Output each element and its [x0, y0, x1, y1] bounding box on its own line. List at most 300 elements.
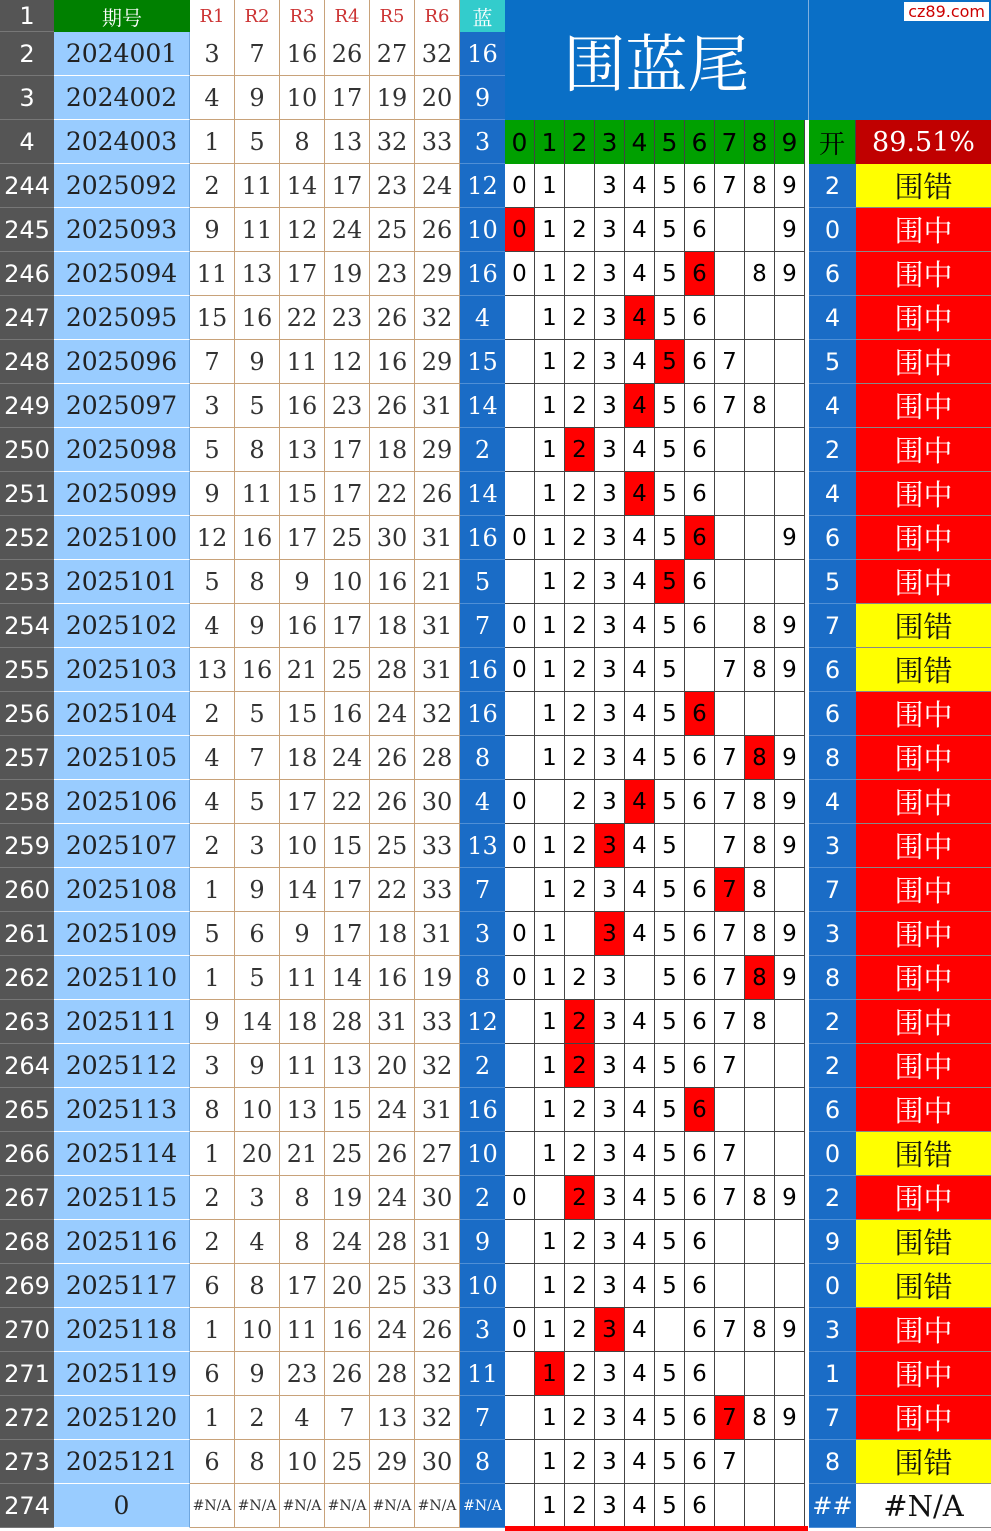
result-cell[interactable]: 围中	[856, 296, 991, 340]
digit-cell[interactable]	[745, 1220, 775, 1264]
digit-cell[interactable]: 0	[505, 648, 535, 692]
header-red-2[interactable]: R2	[235, 0, 280, 32]
red-ball-cell[interactable]: 16	[370, 560, 415, 604]
digit-cell[interactable]: 5	[655, 1220, 685, 1264]
digit-cell[interactable]: 6	[685, 428, 715, 472]
hit-rate[interactable]: 89.51%	[856, 120, 991, 164]
red-ball-cell[interactable]: 27	[415, 1132, 460, 1176]
red-ball-cell[interactable]: 32	[370, 120, 415, 164]
digit-cell[interactable]: 0	[505, 604, 535, 648]
result-cell[interactable]: 围中	[856, 1176, 991, 1220]
period-cell[interactable]: 2025099	[54, 472, 190, 516]
red-ball-cell[interactable]: 16	[325, 1308, 370, 1352]
digit-cell[interactable]: 4	[625, 340, 655, 384]
red-ball-cell[interactable]: 28	[415, 736, 460, 780]
blue-ball-cell[interactable]: 12	[460, 164, 505, 208]
digit-cell[interactable]: 2	[565, 1176, 595, 1220]
red-ball-cell[interactable]: 17	[280, 252, 325, 296]
digit-cell[interactable]: 5	[655, 1396, 685, 1440]
digit-cell[interactable]: 1	[535, 1396, 565, 1440]
digit-cell[interactable]: 7	[715, 912, 745, 956]
digit-cell[interactable]: 2	[565, 604, 595, 648]
digit-cell[interactable]: 8	[745, 1396, 775, 1440]
digit-cell[interactable]: 3	[595, 1396, 625, 1440]
digit-cell[interactable]	[775, 1264, 805, 1308]
digit-cell[interactable]: 3	[595, 780, 625, 824]
red-ball-cell[interactable]: 14	[235, 1000, 280, 1044]
period-cell[interactable]: 2025092	[54, 164, 190, 208]
digit-cell[interactable]: 9	[775, 780, 805, 824]
digit-cell[interactable]: 2	[565, 384, 595, 428]
digit-cell[interactable]: 3	[595, 1132, 625, 1176]
digit-cell[interactable]: 0	[505, 164, 535, 208]
red-ball-cell[interactable]: 28	[325, 1000, 370, 1044]
digit-cell[interactable]: 9	[775, 164, 805, 208]
digit-cell[interactable]	[505, 1264, 535, 1308]
red-ball-cell[interactable]: 9	[280, 560, 325, 604]
red-ball-cell[interactable]: 15	[190, 296, 235, 340]
red-ball-cell[interactable]: 14	[325, 956, 370, 1000]
digit-cell[interactable]: 5	[655, 868, 685, 912]
red-ball-cell[interactable]: #N/A	[190, 1484, 235, 1528]
digit-cell[interactable]	[505, 736, 535, 780]
result-cell[interactable]: 围中	[856, 384, 991, 428]
digit-cell[interactable]: 4	[625, 692, 655, 736]
header-red-5[interactable]: R5	[370, 0, 415, 32]
red-ball-cell[interactable]: 31	[415, 648, 460, 692]
digit-cell[interactable]	[775, 868, 805, 912]
red-ball-cell[interactable]: 9	[190, 472, 235, 516]
digit-cell[interactable]: 6	[685, 1000, 715, 1044]
header-red-3[interactable]: R3	[280, 0, 325, 32]
digit-cell[interactable]: 2	[565, 956, 595, 1000]
red-ball-cell[interactable]: 25	[325, 1132, 370, 1176]
red-ball-cell[interactable]: 9	[235, 1044, 280, 1088]
digit-cell[interactable]: 1	[535, 560, 565, 604]
digit-cell[interactable]: 4	[625, 736, 655, 780]
digit-cell[interactable]: 8	[745, 604, 775, 648]
red-ball-cell[interactable]: 5	[235, 120, 280, 164]
red-ball-cell[interactable]: 6	[190, 1352, 235, 1396]
digit-cell[interactable]: 5	[655, 780, 685, 824]
digit-cell[interactable]	[505, 692, 535, 736]
red-ball-cell[interactable]: 28	[370, 648, 415, 692]
digit-cell[interactable]: 4	[625, 208, 655, 252]
open-tail-cell[interactable]: 7	[809, 604, 856, 648]
digit-cell[interactable]: 6	[685, 1352, 715, 1396]
red-ball-cell[interactable]: 25	[325, 516, 370, 560]
digit-cell[interactable]: 4	[625, 648, 655, 692]
red-ball-cell[interactable]: 31	[415, 604, 460, 648]
red-ball-cell[interactable]: 20	[370, 1044, 415, 1088]
digit-cell[interactable]: 8	[745, 868, 775, 912]
red-ball-cell[interactable]: 14	[280, 164, 325, 208]
period-cell[interactable]: 2025102	[54, 604, 190, 648]
red-ball-cell[interactable]: 12	[190, 516, 235, 560]
period-cell[interactable]: 2025101	[54, 560, 190, 604]
digit-cell[interactable]: 1	[535, 296, 565, 340]
result-cell[interactable]: 围中	[856, 1352, 991, 1396]
red-ball-cell[interactable]: 33	[415, 120, 460, 164]
red-ball-cell[interactable]: 11	[235, 472, 280, 516]
digit-cell[interactable]: 0	[505, 824, 535, 868]
open-tail-cell[interactable]: 1	[809, 1352, 856, 1396]
digit-cell[interactable]: 6	[685, 384, 715, 428]
digit-cell[interactable]: 9	[775, 1176, 805, 1220]
digit-cell[interactable]: 1	[535, 824, 565, 868]
red-ball-cell[interactable]: 21	[415, 560, 460, 604]
open-tail-cell[interactable]: 2	[809, 1044, 856, 1088]
red-ball-cell[interactable]: 3	[190, 384, 235, 428]
red-ball-cell[interactable]: 13	[325, 120, 370, 164]
digit-cell[interactable]: 5	[655, 956, 685, 1000]
blue-ball-cell[interactable]: 2	[460, 428, 505, 472]
digit-cell[interactable]: 6	[685, 560, 715, 604]
digit-cell[interactable]: 7	[715, 956, 745, 1000]
digit-header-8[interactable]: 8	[745, 120, 775, 164]
red-ball-cell[interactable]: 31	[415, 516, 460, 560]
digit-cell[interactable]: 1	[535, 208, 565, 252]
red-ball-cell[interactable]: 4	[190, 604, 235, 648]
red-ball-cell[interactable]: 33	[415, 868, 460, 912]
digit-cell[interactable]	[505, 1352, 535, 1396]
red-ball-cell[interactable]: 10	[280, 824, 325, 868]
digit-cell[interactable]: 7	[715, 340, 745, 384]
digit-cell[interactable]	[715, 252, 745, 296]
blue-ball-cell[interactable]: 15	[460, 340, 505, 384]
period-cell[interactable]: 2025100	[54, 516, 190, 560]
digit-cell[interactable]: 8	[745, 1308, 775, 1352]
digit-cell[interactable]: 1	[535, 1308, 565, 1352]
red-ball-cell[interactable]: 33	[415, 1000, 460, 1044]
red-ball-cell[interactable]: 15	[280, 472, 325, 516]
digit-cell[interactable]	[775, 472, 805, 516]
digit-header-7[interactable]: 7	[715, 120, 745, 164]
red-ball-cell[interactable]: 15	[325, 1088, 370, 1132]
open-tail-cell[interactable]: 2	[809, 164, 856, 208]
red-ball-cell[interactable]: 5	[190, 912, 235, 956]
digit-cell[interactable]: 1	[535, 1088, 565, 1132]
red-ball-cell[interactable]: 9	[235, 604, 280, 648]
result-cell[interactable]: 围中	[856, 780, 991, 824]
digit-cell[interactable]: 9	[775, 736, 805, 780]
open-tail-cell[interactable]: ##	[809, 1484, 856, 1528]
digit-cell[interactable]	[745, 1088, 775, 1132]
open-tail-cell[interactable]: 7	[809, 1396, 856, 1440]
red-ball-cell[interactable]: 33	[415, 824, 460, 868]
digit-cell[interactable]	[625, 956, 655, 1000]
period-cell[interactable]: 2025098	[54, 428, 190, 472]
digit-cell[interactable]: 6	[685, 1440, 715, 1484]
digit-cell[interactable]: 8	[745, 252, 775, 296]
digit-cell[interactable]: 5	[655, 472, 685, 516]
red-ball-cell[interactable]: 16	[235, 516, 280, 560]
red-ball-cell[interactable]: 9	[235, 1352, 280, 1396]
digit-cell[interactable]: 5	[655, 516, 685, 560]
digit-cell[interactable]	[715, 472, 745, 516]
digit-cell[interactable]	[505, 296, 535, 340]
period-cell[interactable]: 2025105	[54, 736, 190, 780]
digit-cell[interactable]: 3	[595, 824, 625, 868]
digit-cell[interactable]: 1	[535, 1484, 565, 1528]
red-ball-cell[interactable]: 16	[370, 340, 415, 384]
digit-cell[interactable]: 3	[595, 384, 625, 428]
open-tail-cell[interactable]: 3	[809, 912, 856, 956]
digit-cell[interactable]: 4	[625, 1396, 655, 1440]
blue-ball-cell[interactable]: 10	[460, 1132, 505, 1176]
period-cell[interactable]: 2025104	[54, 692, 190, 736]
red-ball-cell[interactable]: 18	[370, 428, 415, 472]
red-ball-cell[interactable]: 8	[280, 1220, 325, 1264]
digit-cell[interactable]: 5	[655, 1176, 685, 1220]
open-tail-cell[interactable]: 8	[809, 956, 856, 1000]
period-cell[interactable]: 2025117	[54, 1264, 190, 1308]
digit-cell[interactable]: 3	[595, 1352, 625, 1396]
digit-cell[interactable]	[505, 1132, 535, 1176]
red-ball-cell[interactable]: 9	[190, 1000, 235, 1044]
digit-cell[interactable]: 2	[565, 868, 595, 912]
blue-ball-cell[interactable]: 8	[460, 956, 505, 1000]
open-tail-cell[interactable]: 4	[809, 296, 856, 340]
digit-cell[interactable]: 4	[625, 912, 655, 956]
red-ball-cell[interactable]: 11	[235, 164, 280, 208]
digit-cell[interactable]	[745, 472, 775, 516]
digit-cell[interactable]	[775, 1000, 805, 1044]
red-ball-cell[interactable]: 17	[325, 76, 370, 120]
red-ball-cell[interactable]: 4	[190, 780, 235, 824]
open-tail-cell[interactable]: 2	[809, 428, 856, 472]
digit-cell[interactable]: 8	[745, 780, 775, 824]
blue-ball-cell[interactable]: 8	[460, 736, 505, 780]
digit-header-6[interactable]: 6	[685, 120, 715, 164]
red-ball-cell[interactable]: 25	[325, 648, 370, 692]
red-ball-cell[interactable]: 8	[235, 1440, 280, 1484]
digit-header-0[interactable]: 0	[505, 120, 535, 164]
open-tail-cell[interactable]: 4	[809, 384, 856, 428]
red-ball-cell[interactable]: 3	[235, 1176, 280, 1220]
digit-cell[interactable]: 7	[715, 1308, 745, 1352]
red-ball-cell[interactable]: 1	[190, 956, 235, 1000]
red-ball-cell[interactable]: 3	[190, 32, 235, 76]
red-ball-cell[interactable]: 31	[370, 1000, 415, 1044]
red-ball-cell[interactable]: 16	[280, 384, 325, 428]
digit-cell[interactable]: 3	[595, 868, 625, 912]
red-ball-cell[interactable]: 6	[190, 1440, 235, 1484]
red-ball-cell[interactable]: 10	[235, 1308, 280, 1352]
digit-cell[interactable]: 5	[655, 164, 685, 208]
digit-cell[interactable]: 6	[685, 472, 715, 516]
digit-cell[interactable]	[745, 1484, 775, 1528]
red-ball-cell[interactable]: 31	[415, 384, 460, 428]
digit-cell[interactable]	[715, 1352, 745, 1396]
digit-cell[interactable]: 1	[535, 692, 565, 736]
period-cell[interactable]: 2025111	[54, 1000, 190, 1044]
digit-cell[interactable]: 4	[625, 824, 655, 868]
red-ball-cell[interactable]: 20	[235, 1132, 280, 1176]
digit-cell[interactable]	[775, 1088, 805, 1132]
digit-cell[interactable]: 1	[535, 868, 565, 912]
digit-cell[interactable]: 4	[625, 1484, 655, 1528]
blue-ball-cell[interactable]: 10	[460, 1264, 505, 1308]
digit-cell[interactable]	[505, 1484, 535, 1528]
digit-cell[interactable]: 4	[625, 1220, 655, 1264]
digit-cell[interactable]: 2	[565, 1044, 595, 1088]
digit-cell[interactable]: 8	[745, 1000, 775, 1044]
blue-ball-cell[interactable]: 14	[460, 472, 505, 516]
digit-cell[interactable]	[715, 516, 745, 560]
digit-cell[interactable]	[775, 692, 805, 736]
digit-cell[interactable]: 6	[685, 340, 715, 384]
digit-cell[interactable]: 3	[595, 1000, 625, 1044]
digit-cell[interactable]: 3	[595, 692, 625, 736]
open-tail-cell[interactable]: 4	[809, 780, 856, 824]
digit-cell[interactable]: 5	[655, 1440, 685, 1484]
digit-cell[interactable]: 1	[535, 736, 565, 780]
digit-cell[interactable]: 4	[625, 1176, 655, 1220]
blue-ball-cell[interactable]: 16	[460, 32, 505, 76]
blue-ball-cell[interactable]: 9	[460, 76, 505, 120]
red-ball-cell[interactable]: 26	[370, 736, 415, 780]
red-ball-cell[interactable]: 13	[280, 1088, 325, 1132]
digit-cell[interactable]	[565, 164, 595, 208]
digit-cell[interactable]: 3	[595, 208, 625, 252]
digit-cell[interactable]: 8	[745, 956, 775, 1000]
digit-cell[interactable]: 2	[565, 472, 595, 516]
digit-cell[interactable]: 1	[535, 1264, 565, 1308]
red-ball-cell[interactable]: 24	[370, 1088, 415, 1132]
digit-cell[interactable]	[745, 1440, 775, 1484]
result-cell[interactable]: 围中	[856, 1088, 991, 1132]
digit-cell[interactable]: 9	[775, 824, 805, 868]
digit-cell[interactable]: 9	[775, 1308, 805, 1352]
open-tail-cell[interactable]: 2	[809, 1000, 856, 1044]
digit-cell[interactable]: 4	[625, 1044, 655, 1088]
red-ball-cell[interactable]: 24	[370, 1176, 415, 1220]
digit-cell[interactable]: 2	[565, 1484, 595, 1528]
digit-cell[interactable]: 4	[625, 1000, 655, 1044]
digit-cell[interactable]: 1	[535, 384, 565, 428]
red-ball-cell[interactable]: 13	[235, 252, 280, 296]
digit-cell[interactable]	[535, 780, 565, 824]
digit-cell[interactable]: 2	[565, 1088, 595, 1132]
red-ball-cell[interactable]: 13	[280, 428, 325, 472]
red-ball-cell[interactable]: #N/A	[370, 1484, 415, 1528]
digit-cell[interactable]: 0	[505, 252, 535, 296]
period-cell[interactable]: 2025097	[54, 384, 190, 428]
red-ball-cell[interactable]: 30	[415, 1440, 460, 1484]
red-ball-cell[interactable]: #N/A	[325, 1484, 370, 1528]
period-cell[interactable]: 2025096	[54, 340, 190, 384]
red-ball-cell[interactable]: 4	[280, 1396, 325, 1440]
red-ball-cell[interactable]: 23	[280, 1352, 325, 1396]
red-ball-cell[interactable]: 5	[235, 692, 280, 736]
result-cell[interactable]: 围中	[856, 736, 991, 780]
digit-cell[interactable]: 4	[625, 604, 655, 648]
blue-ball-cell[interactable]: 10	[460, 208, 505, 252]
red-ball-cell[interactable]: 16	[280, 604, 325, 648]
open-tail-cell[interactable]: 5	[809, 340, 856, 384]
result-cell[interactable]: 围中	[856, 912, 991, 956]
digit-cell[interactable]	[775, 1132, 805, 1176]
digit-cell[interactable]	[715, 296, 745, 340]
red-ball-cell[interactable]: 17	[325, 472, 370, 516]
red-ball-cell[interactable]: 3	[235, 824, 280, 868]
period-cell[interactable]: 2025108	[54, 868, 190, 912]
digit-cell[interactable]: 2	[565, 1352, 595, 1396]
period-cell[interactable]: 2025118	[54, 1308, 190, 1352]
red-ball-cell[interactable]: 10	[280, 1440, 325, 1484]
digit-cell[interactable]: 6	[685, 1132, 715, 1176]
red-ball-cell[interactable]: 19	[325, 1176, 370, 1220]
result-cell[interactable]: 围中	[856, 692, 991, 736]
open-tail-cell[interactable]: 9	[809, 1220, 856, 1264]
digit-cell[interactable]: 3	[595, 428, 625, 472]
digit-cell[interactable]: 9	[775, 208, 805, 252]
digit-cell[interactable]: 4	[625, 780, 655, 824]
result-cell[interactable]: 围错	[856, 1440, 991, 1484]
header-red-6[interactable]: R6	[415, 0, 460, 32]
blue-ball-cell[interactable]: 14	[460, 384, 505, 428]
digit-cell[interactable]	[505, 868, 535, 912]
digit-header-5[interactable]: 5	[655, 120, 685, 164]
blue-ball-cell[interactable]: 16	[460, 516, 505, 560]
digit-cell[interactable]: 0	[505, 956, 535, 1000]
period-cell[interactable]: 2025109	[54, 912, 190, 956]
digit-cell[interactable]: 1	[535, 604, 565, 648]
result-cell[interactable]: 围中	[856, 516, 991, 560]
red-ball-cell[interactable]: 22	[280, 296, 325, 340]
digit-cell[interactable]: 3	[595, 252, 625, 296]
digit-cell[interactable]	[775, 1044, 805, 1088]
blue-ball-cell[interactable]: 12	[460, 1000, 505, 1044]
digit-cell[interactable]: 1	[535, 516, 565, 560]
red-ball-cell[interactable]: 2	[235, 1396, 280, 1440]
digit-cell[interactable]: 6	[685, 1396, 715, 1440]
digit-cell[interactable]	[505, 1396, 535, 1440]
digit-cell[interactable]	[775, 296, 805, 340]
red-ball-cell[interactable]: 26	[415, 208, 460, 252]
blue-ball-cell[interactable]: 7	[460, 1396, 505, 1440]
digit-cell[interactable]: 2	[565, 1308, 595, 1352]
digit-cell[interactable]: 1	[535, 472, 565, 516]
digit-cell[interactable]: 7	[715, 1132, 745, 1176]
red-ball-cell[interactable]: 19	[370, 76, 415, 120]
blue-ball-cell[interactable]: 2	[460, 1176, 505, 1220]
red-ball-cell[interactable]: 22	[325, 780, 370, 824]
period-cell[interactable]: 2024003	[54, 120, 190, 164]
digit-cell[interactable]	[505, 428, 535, 472]
red-ball-cell[interactable]: 6	[235, 912, 280, 956]
red-ball-cell[interactable]: 24	[325, 208, 370, 252]
digit-cell[interactable]	[505, 1000, 535, 1044]
digit-cell[interactable]: 5	[655, 428, 685, 472]
digit-cell[interactable]: 7	[715, 1000, 745, 1044]
digit-cell[interactable]	[745, 208, 775, 252]
digit-cell[interactable]: 3	[595, 296, 625, 340]
blue-ball-cell[interactable]: 7	[460, 868, 505, 912]
blue-ball-cell[interactable]: 3	[460, 120, 505, 164]
red-ball-cell[interactable]: 1	[190, 1132, 235, 1176]
digit-cell[interactable]: 5	[655, 736, 685, 780]
result-cell[interactable]: 围中	[856, 1396, 991, 1440]
red-ball-cell[interactable]: 28	[370, 1352, 415, 1396]
digit-cell[interactable]	[565, 912, 595, 956]
digit-cell[interactable]: 7	[715, 780, 745, 824]
red-ball-cell[interactable]: 9	[235, 340, 280, 384]
digit-cell[interactable]	[715, 692, 745, 736]
digit-cell[interactable]: 3	[595, 1176, 625, 1220]
red-ball-cell[interactable]: #N/A	[415, 1484, 460, 1528]
